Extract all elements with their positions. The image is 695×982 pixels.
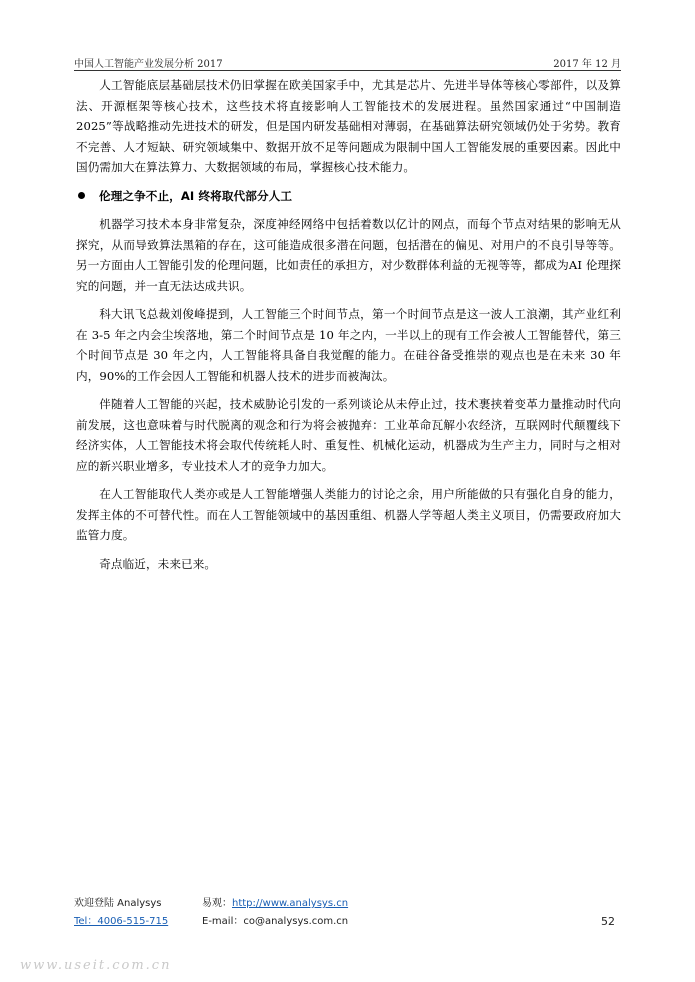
footer-email: E-mail：co@analysys.com.cn <box>202 916 349 927</box>
footer-welcome: 欢迎登陆 Analysys <box>74 898 162 909</box>
header-date: 2017 年 12 月 <box>553 59 621 70</box>
footer-website-label: 易观： <box>202 898 232 909</box>
footer-website <box>202 895 348 913</box>
section-heading-text: 伦理之争不止，AI 终将取代部分人工 <box>99 188 293 203</box>
paragraph-4: 伴随着人工智能的兴起，技术威胁论引发的一系列谈论从未停止过，技术裹挟着变革力量推动时代向前发展，这也意味着与时代脱离的观念和行为将会被抛弃：工业革命瓦解小农经济，互联网时代颠覆线下经济实体，人工智能技术将会取代传统耗人时、重复性、机械化运动，机器成为生产主力，同时与之相对应的新兴职业增多，专业技术人才的竞争力加大。 <box>76 397 621 473</box>
header-title: 中国人工智能产业发展分析 2017 <box>74 59 223 70</box>
website-link[interactable]: http://www.analysys.cn <box>232 898 349 909</box>
page-number: 52 <box>601 915 615 928</box>
paragraph-2: 机器学习技术本身非常复杂，深度神经网络中包括着数以亿计的网点，而每个节点对结果的影响无从探究，从而导致算法黑箱的存在，这可能造成很多潜在问题，包括潜在的偏见、对用户的不良引导等等。另一方面由人工智能引发的伦理问题，比如责任的承担方，对少数群体利益的无视等等，都成为AI 伦理探究的问题，并一直无法达成共识。 <box>76 217 621 293</box>
paragraph-1: 人工智能底层基础层技术仍旧掌握在欧美国家手中，尤其是芯片、先进半导体等核心零部件，以及算法、开源框架等核心技术，这些技术将直接影响人工智能技术的发展进程。虽然国家通过“中国制造2025”等战略推动先进技术的研发，但是国内研发基础相对薄弱，在基础算法研究领域仍处于劣势。教育不完善、人才短缺、研究领域集中、数据开放不足等问题成为限制中国人工智能发展的重要因素。因此中国仍需加大在算法算力、大数据领域的布局，掌握核心技术能力。 <box>76 78 621 174</box>
paragraph-5: 在人工智能取代人类亦或是人工智能增强人类能力的讨论之余，用户所能做的只有强化自身的能力，发挥主体的不可替代性。而在人工智能领域中的基因重组、机器人学等超人类主义项目，仍需要政府加大监管力度。 <box>76 487 621 542</box>
paragraph-6: 奇点临近，未来已来。 <box>99 556 217 571</box>
paragraph-3: 科大讯飞总裁刘俊峰提到，人工智能三个时间节点，第一个时间节点是这一波人工浪潮，其产业红利在 3-5 年之内会尘埃落地，第二个时间节点是 10 年之内，一半以上的现有工作会被人工智能替代，第三个时间节点是 30 年之内，人工智能将具备自我觉醒的能力。在硅谷备受推崇的观点也是在未来 30 年内，90%的工作会因人工智能和机器人技术的进步而被淘汰。 <box>76 307 621 383</box>
page-header <box>74 52 621 71</box>
tel-link[interactable]: Tel：4006-515-715 <box>74 916 169 927</box>
bullet-icon <box>78 192 85 199</box>
page-content <box>76 75 621 582</box>
watermark: www.useit.com.cn <box>20 958 172 973</box>
page-footer <box>74 895 621 931</box>
section-heading <box>76 186 621 207</box>
